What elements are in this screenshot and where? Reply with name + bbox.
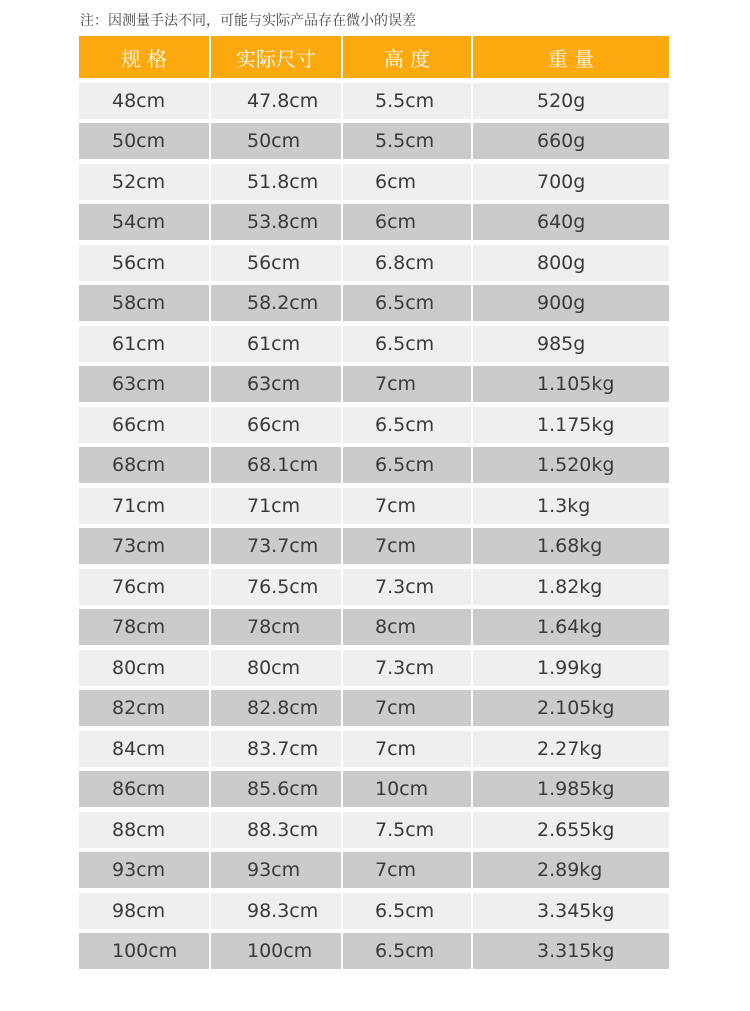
row-group — [79, 245, 669, 321]
size-table — [79, 36, 669, 969]
table-row — [79, 609, 669, 645]
height-cell: 6cm — [343, 164, 471, 200]
weight-cell: 3.315kg — [473, 933, 669, 969]
row-group — [79, 164, 669, 240]
actual-size-cell: 73.7cm — [211, 528, 341, 564]
table-row — [79, 650, 669, 686]
table-row — [79, 893, 669, 929]
height-cell: 6.8cm — [343, 245, 471, 281]
table-body — [79, 83, 669, 969]
weight-cell: 1.68kg — [473, 528, 669, 564]
table-row — [79, 812, 669, 848]
weight-cell: 520g — [473, 83, 669, 119]
height-cell: 7cm — [343, 366, 471, 402]
actual-size-cell: 51.8cm — [211, 164, 341, 200]
table-row — [79, 164, 669, 200]
actual-size-cell: 50cm — [211, 123, 341, 159]
spec-cell: 63cm — [79, 366, 209, 402]
table-row — [79, 528, 669, 564]
spec-cell: 66cm — [79, 407, 209, 443]
spec-cell: 61cm — [79, 326, 209, 362]
table-row — [79, 447, 669, 483]
weight-cell: 1.64kg — [473, 609, 669, 645]
actual-size-cell: 58.2cm — [211, 285, 341, 321]
table-row — [79, 488, 669, 524]
actual-size-cell: 88.3cm — [211, 812, 341, 848]
height-cell: 7cm — [343, 690, 471, 726]
spec-cell: 86cm — [79, 771, 209, 807]
table-row — [79, 569, 669, 605]
actual-size-cell: 66cm — [211, 407, 341, 443]
weight-cell: 660g — [473, 123, 669, 159]
spec-cell: 52cm — [79, 164, 209, 200]
table-row — [79, 407, 669, 443]
weight-cell: 1.175kg — [473, 407, 669, 443]
row-group — [79, 893, 669, 969]
spec-cell: 56cm — [79, 245, 209, 281]
table-row — [79, 83, 669, 119]
weight-cell: 1.105kg — [473, 366, 669, 402]
header-height: 高 度 — [343, 36, 471, 78]
height-cell: 7cm — [343, 528, 471, 564]
actual-size-cell: 71cm — [211, 488, 341, 524]
weight-cell: 2.655kg — [473, 812, 669, 848]
actual-size-cell: 61cm — [211, 326, 341, 362]
height-cell: 6.5cm — [343, 285, 471, 321]
height-cell: 7cm — [343, 731, 471, 767]
row-group — [79, 83, 669, 159]
weight-cell: 1.99kg — [473, 650, 669, 686]
height-cell: 6.5cm — [343, 326, 471, 362]
spec-cell: 58cm — [79, 285, 209, 321]
row-group — [79, 488, 669, 564]
table-row — [79, 933, 669, 969]
header-spec: 规 格 — [79, 36, 209, 78]
actual-size-cell: 82.8cm — [211, 690, 341, 726]
table-row — [79, 245, 669, 281]
spec-cell: 80cm — [79, 650, 209, 686]
header-weight: 重 量 — [473, 36, 669, 78]
table-row — [79, 285, 669, 321]
spec-cell: 82cm — [79, 690, 209, 726]
spec-cell: 76cm — [79, 569, 209, 605]
table-row — [79, 852, 669, 888]
spec-cell: 93cm — [79, 852, 209, 888]
height-cell: 7cm — [343, 488, 471, 524]
weight-cell: 700g — [473, 164, 669, 200]
table-row — [79, 771, 669, 807]
spec-cell: 50cm — [79, 123, 209, 159]
height-cell: 6cm — [343, 204, 471, 240]
spec-cell: 84cm — [79, 731, 209, 767]
row-group — [79, 326, 669, 402]
height-cell: 8cm — [343, 609, 471, 645]
height-cell: 7.5cm — [343, 812, 471, 848]
table-header — [79, 36, 669, 78]
spec-cell: 98cm — [79, 893, 209, 929]
spec-cell: 73cm — [79, 528, 209, 564]
weight-cell: 640g — [473, 204, 669, 240]
spec-cell: 71cm — [79, 488, 209, 524]
measurement-note: 注：因测量手法不同，可能与实际产品存在微小的误差 — [80, 13, 416, 29]
row-group — [79, 812, 669, 888]
actual-size-cell: 76.5cm — [211, 569, 341, 605]
actual-size-cell: 47.8cm — [211, 83, 341, 119]
row-group — [79, 569, 669, 645]
spec-cell: 68cm — [79, 447, 209, 483]
weight-cell: 1.520kg — [473, 447, 669, 483]
height-cell: 10cm — [343, 771, 471, 807]
weight-cell: 1.985kg — [473, 771, 669, 807]
height-cell: 6.5cm — [343, 893, 471, 929]
spec-cell: 48cm — [79, 83, 209, 119]
table-row — [79, 204, 669, 240]
actual-size-cell: 98.3cm — [211, 893, 341, 929]
actual-size-cell: 85.6cm — [211, 771, 341, 807]
table-row — [79, 123, 669, 159]
height-cell: 5.5cm — [343, 123, 471, 159]
height-cell: 6.5cm — [343, 447, 471, 483]
weight-cell: 1.82kg — [473, 569, 669, 605]
height-cell: 6.5cm — [343, 933, 471, 969]
height-cell: 6.5cm — [343, 407, 471, 443]
actual-size-cell: 100cm — [211, 933, 341, 969]
actual-size-cell: 83.7cm — [211, 731, 341, 767]
spec-cell: 100cm — [79, 933, 209, 969]
spec-cell: 54cm — [79, 204, 209, 240]
height-cell: 7.3cm — [343, 569, 471, 605]
actual-size-cell: 78cm — [211, 609, 341, 645]
actual-size-cell: 63cm — [211, 366, 341, 402]
weight-cell: 2.105kg — [473, 690, 669, 726]
actual-size-cell: 56cm — [211, 245, 341, 281]
weight-cell: 2.89kg — [473, 852, 669, 888]
actual-size-cell: 93cm — [211, 852, 341, 888]
height-cell: 7.3cm — [343, 650, 471, 686]
height-cell: 5.5cm — [343, 83, 471, 119]
actual-size-cell: 80cm — [211, 650, 341, 686]
actual-size-cell: 53.8cm — [211, 204, 341, 240]
weight-cell: 800g — [473, 245, 669, 281]
weight-cell: 900g — [473, 285, 669, 321]
weight-cell: 1.3kg — [473, 488, 669, 524]
table-row — [79, 690, 669, 726]
table-row — [79, 326, 669, 362]
row-group — [79, 407, 669, 483]
weight-cell: 2.27kg — [473, 731, 669, 767]
table-row — [79, 366, 669, 402]
weight-cell: 3.345kg — [473, 893, 669, 929]
row-group — [79, 650, 669, 726]
table-row — [79, 731, 669, 767]
spec-cell: 88cm — [79, 812, 209, 848]
spec-cell: 78cm — [79, 609, 209, 645]
actual-size-cell: 68.1cm — [211, 447, 341, 483]
header-actual-size: 实际尺寸 — [211, 36, 341, 78]
weight-cell: 985g — [473, 326, 669, 362]
row-group — [79, 731, 669, 807]
height-cell: 7cm — [343, 852, 471, 888]
